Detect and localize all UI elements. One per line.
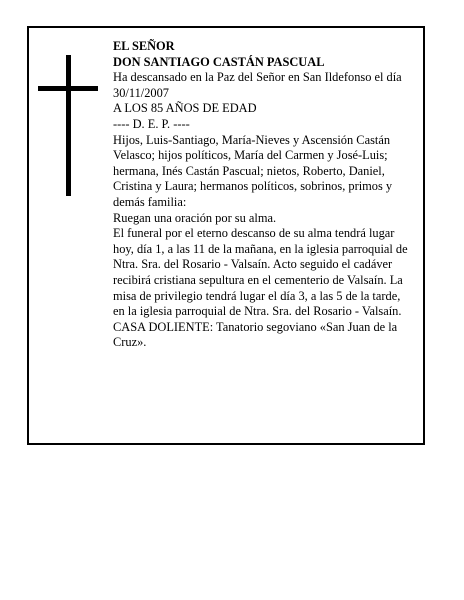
cross-icon-horizontal-bar [38, 86, 98, 91]
prayer-request: Ruegan una oración por su alma. [113, 210, 277, 225]
mourning-house: CASA DOLIENTE: Tanatorio segoviano «San Juan de la Cruz». [113, 319, 398, 350]
heading-title: EL SEÑOR [113, 39, 175, 53]
age-statement: A LOS 85 AÑOS DE EDAD [113, 101, 257, 116]
death-statement: Ha descansado en la Paz del Señor en San Ildefonso el día 30/11/2007 [113, 70, 402, 100]
rip-line: ---- D. E. P. ---- [113, 116, 190, 131]
family-list: Hijos, Luis-Santiago, María-Nieves y Ascensión Castán Velasco; hijos políticos, María del Carmen y José-Luis; hermana, Inés Castán Pascual; nietos, Roberto, Daniel, Cristina y Laura; hermanos políticos, sobrinos, primos y demás familia: [113, 132, 393, 209]
funeral-details: El funeral por el eterno descanso de su alma tendrá lugar hoy, día 1, a las 11 de la mañana, en la iglesia parroquial de Ntra. Sra. del Rosario - Valsaín. Acto seguido el cadáver recibirá cristiana sepultura en el cementerio de Valsaín. La misa de privilegio tendrá lugar el día 3, a las 5 de la tarde, en la iglesia parroquial de Ntra. Sra. del Rosario - Valsaín. [113, 226, 408, 319]
obituary-text [113, 39, 413, 351]
cross-icon-vertical-bar [66, 55, 71, 196]
deceased-name: DON SANTIAGO CASTÁN PASCUAL [113, 54, 325, 69]
